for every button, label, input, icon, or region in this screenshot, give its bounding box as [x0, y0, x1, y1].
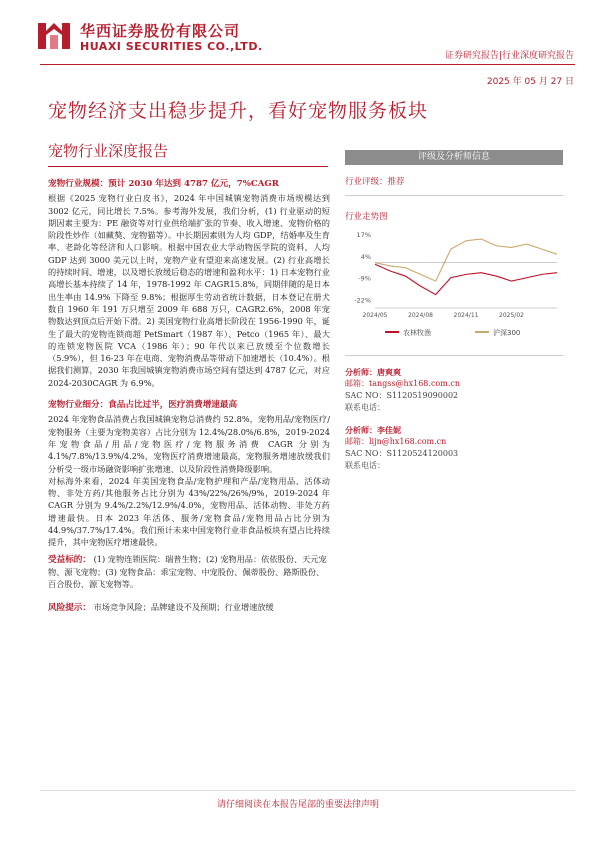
report-type-tags: 证券研究报告|行业深度研究报告 — [444, 51, 574, 61]
header-divider — [40, 64, 575, 65]
section-text-risks: 市场竞争风险；品牌建设不及预期；行业增速放缓 — [93, 601, 274, 612]
section-text-market-size: 根据《2025 宠物行业白皮书》，2024 年中国城镇宠物消费市场规模达到 3002 亿元，同比增长 7.5%。参考海外发展，我们分析，(1) 行业驱动的短期因素主要为：PE 融资等对行业供给端扩张的节奏、收入增速、宠物价格的阶段性炒作（如藏獒、宠物猫等）。中长期因素则为人均 GDP，结婚率及生育率、老龄化等经济和人口影响。根据中国农业大学动物医学院的资料，人均 GDP 达到 3000 美元以上时，宠物产业有望迎来高速发展。(2) 行业高增长的持续时间、增速，以及增长放缓后稳态的增速和盈利水平：1) 日本宠物行业高增长基本持续了 14 年，1978-1992 年 CAGR15.8%，同期伴随的是日本出生率由 14.9% 下降至 9.8%；根据厚生劳动省统计数据，日本登记在册犬数自 1960 年 191 万只增至 2009 年 688 万只，CAGR2.6%，2008 年宠物数达到顶点后开始下滑。2) 美国宠物行业高增长阶段在 1956-1990 年，诞生了最大的宠物连锁商超 PetSmart（1987 年）、Petco（1965 年）、最大的连锁宠物医院 VCA（1986 年）；90 年代以来已放缓至个位数增长（5.9%），但 16-23 年在电商、宠物消费品等带动下加速增长（10.4%）。根据我们测算，2030 年我国城镇宠物消费市场空间有望达到 4787 亿元，对应 2024-2030CAGR 为 6.9%。 — [48, 193, 330, 388]
rating-section-bar: 评级及分析师信息 — [345, 150, 563, 165]
y-tick-label: 17% — [356, 231, 371, 239]
report-subtitle: 宠物行业深度报告 — [48, 142, 169, 160]
footer-divider — [40, 790, 575, 791]
chart-divider — [345, 355, 563, 356]
analyst-card-1 — [345, 366, 563, 414]
analyst-2-email[interactable]: 邮箱：lijn@hx168.com.cn — [345, 437, 447, 446]
company-name-cn: 华西证券股份有限公司 — [80, 22, 241, 40]
trend-chart-svg — [345, 228, 563, 343]
y-tick-label: -9% — [358, 274, 371, 283]
sidebar-info — [345, 150, 563, 472]
report-date: 2025 年 05 月 27 日 — [486, 77, 574, 87]
summary-column — [48, 178, 330, 614]
analyst-1-phone: 联系电话： — [345, 403, 385, 412]
company-name-en: HUAXI SECURITIES CO.,LTD. — [80, 40, 263, 53]
y-tick-label: -22% — [354, 296, 371, 305]
analyst-2-name: 分析师：李佳妮 — [345, 425, 401, 435]
x-tick-label: 2024/08 — [408, 312, 433, 319]
x-tick-label: 2024/05 — [362, 312, 388, 319]
industry-rating: 行业评级：推荐 — [345, 177, 405, 187]
legal-notice: 请仔细阅读在本报告尾部的重要法律声明 — [216, 800, 379, 810]
analyst-1-email[interactable]: 邮箱：tangss@hx168.com.cn — [345, 379, 461, 388]
section-heading-segments: 宠物行业细分：食品占比过半，医疗消费增速最高 — [48, 400, 238, 411]
section-text-segments-overseas: 对标海外来看，2024 年美国宠物食品/宠物护理和产品/宠物用品、活体动物、非处方药/其他服务占比分别为 43%/22%/26%/9%，2019-2024 年 CAGR 分别为 9.4%/2.2%/12.9%/4.0%，宠物用品、活体动物、非处方药增速最快。日本 2023 年活体、服务/宠物食品/宠物用品占比分别为 44.9%/37.7%/17.4%。我们预计未来中国宠物行业非食品板块有望占比持续提升，其中宠物医疗增速最快。 — [48, 475, 330, 548]
subtitle-divider — [48, 166, 328, 167]
analyst-1-sac: SAC NO：S1120519090002 — [345, 391, 459, 400]
trend-chart — [345, 228, 563, 347]
huaxi-logo-icon — [38, 19, 70, 51]
section-heading-risks: 风险提示： — [48, 602, 91, 613]
chart-title: 行业走势图 — [345, 212, 388, 222]
series-line-1 — [375, 264, 557, 294]
risk-block — [48, 601, 330, 614]
section-text-beneficiaries: (1) 宠物连锁医院：瑞普生物；(2) 宠物用品：依依股份、天元宠物、源飞宠物；(3) 宠物食品：乖宝宠物、中宠股份、佩蒂股份、路斯股份、百合股份、源飞宠物等。 — [48, 553, 327, 590]
x-tick-label: 2025/02 — [499, 312, 524, 319]
report-title: 宠物经济支出稳步提升，看好宠物服务板块 — [48, 100, 429, 122]
beneficiaries-block — [48, 553, 330, 591]
legend-label-2: 沪深300 — [493, 329, 521, 337]
section-text-segments-china: 2024 年宠物食品消费占我国城镇宠物总消费约 52.8%，宠物用品/宠物医疗/宠物服务（主要为宠物美容）占比分别为 12.4%/28.0%/6.8%，2019-2024 年宠物食品/用品/宠物医疗/宠物服务消费 CAGR 分别为 4.1%/7.8%/13.9%/4.2%，宠物医疗消费增速最高，宠物服务增速放缓我们分析受一级市场融资影响扩张增速、以及阶段性消费降级影响。 — [48, 414, 330, 474]
y-tick-label: 4% — [360, 252, 371, 261]
legend-label-1: 农林牧渔 — [403, 329, 431, 337]
analyst-2-sac: SAC NO：S1120524120003 — [345, 449, 459, 458]
analyst-1-name: 分析师：唐爽爽 — [345, 367, 401, 377]
analyst-2-phone: 联系电话： — [345, 461, 385, 470]
rating-divider — [345, 195, 563, 196]
report-header — [0, 0, 596, 60]
analyst-card-2 — [345, 424, 563, 472]
section-heading-beneficiaries: 受益标的： — [48, 554, 91, 565]
x-tick-label: 2024/11 — [453, 312, 479, 319]
section-heading-market-size: 宠物行业规模：预计 2030 年达到 4787 亿元，7%CAGR — [48, 179, 279, 189]
